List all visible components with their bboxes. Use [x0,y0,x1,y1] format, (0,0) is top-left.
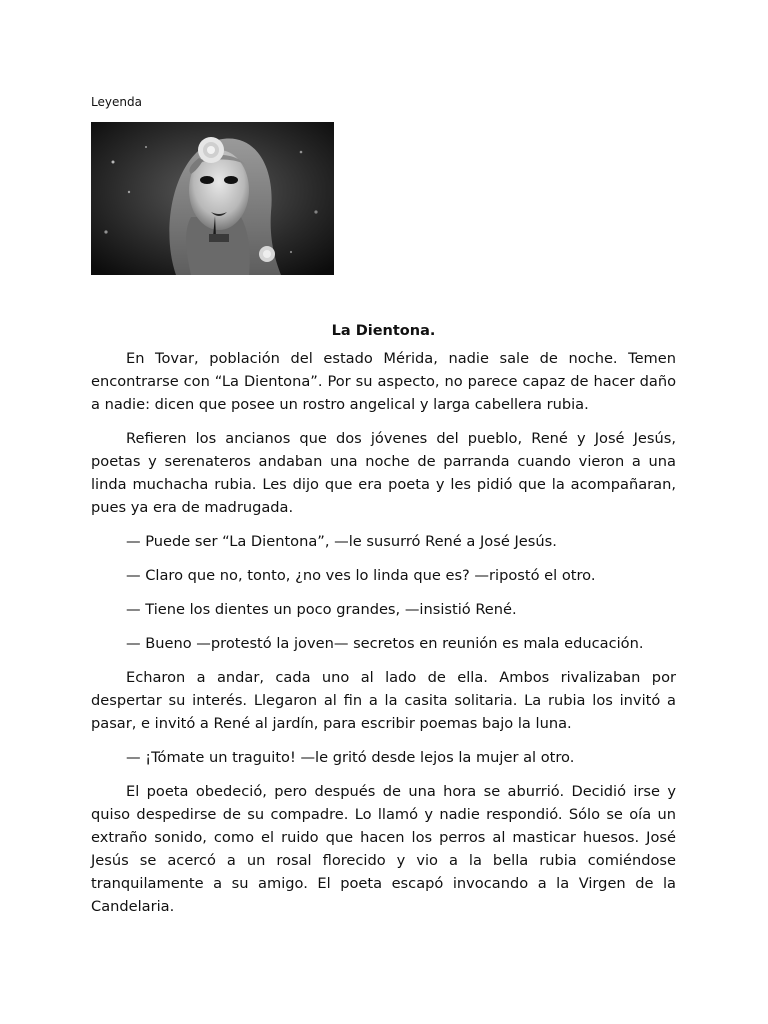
dialogue-line: — Tiene los dientes un poco grandes, —insistió René. [126,601,517,618]
paragraph: En Tovar, población del estado Mérida, nadie sale de noche. Temen encontrarse con “La Dientona”. Por su aspecto, no parece capaz de hacer daño a nadie: dicen que posee un rostro angelical y larga cabellera rubia. [91,350,676,413]
paragraph: Echaron a andar, cada uno al lado de ella. Ambos rivalizaban por despertar su interés. Llegaron al fin a la casita solitaria. La rubia los invitó a pasar, e invitó a René al jardín, para escribir poemas bajo la luna. [91,669,676,732]
document-title: La Dientona. [331,323,436,339]
portrait-photo [91,122,334,275]
dialogue-line: — Puede ser “La Dientona”, —le susurró René a José Jesús. [126,533,557,550]
dialogue-line: — Bueno —protestó la joven— secretos en reunión es mala educación. [126,635,644,652]
paragraph: Refieren los ancianos que dos jóvenes del pueblo, René y José Jesús, poetas y serenateros andaban una noche de parranda cuando vieron a una linda muchacha rubia. Les dijo que era poeta y les pidió que la acompañaran, pues ya era de madrugada. [91,430,676,516]
paragraph: El poeta obedeció, pero después de una hora se aburrió. Decidió irse y quiso despedirse de su compadre. Lo llamó y nadie respondió. Sólo se oía un extraño sonido, como el ruido que hacen los perros al masticar huesos. José Jesús se acercó a un rosal florecido y vio a la bella rubia comiéndose tranquilamente a su amigo. El poeta escapó invocando a la Virgen de la Candelaria. [91,783,676,915]
portrait-photo-illustration [91,122,334,275]
dialogue-line: — Claro que no, tonto, ¿no ves lo linda que es? —ripostó el otro. [126,567,596,584]
document-body [91,347,676,929]
dialogue-line: — ¡Tómate un traguito! —le gritó desde lejos la mujer al otro. [126,749,575,766]
document-label: Leyenda [91,95,142,109]
